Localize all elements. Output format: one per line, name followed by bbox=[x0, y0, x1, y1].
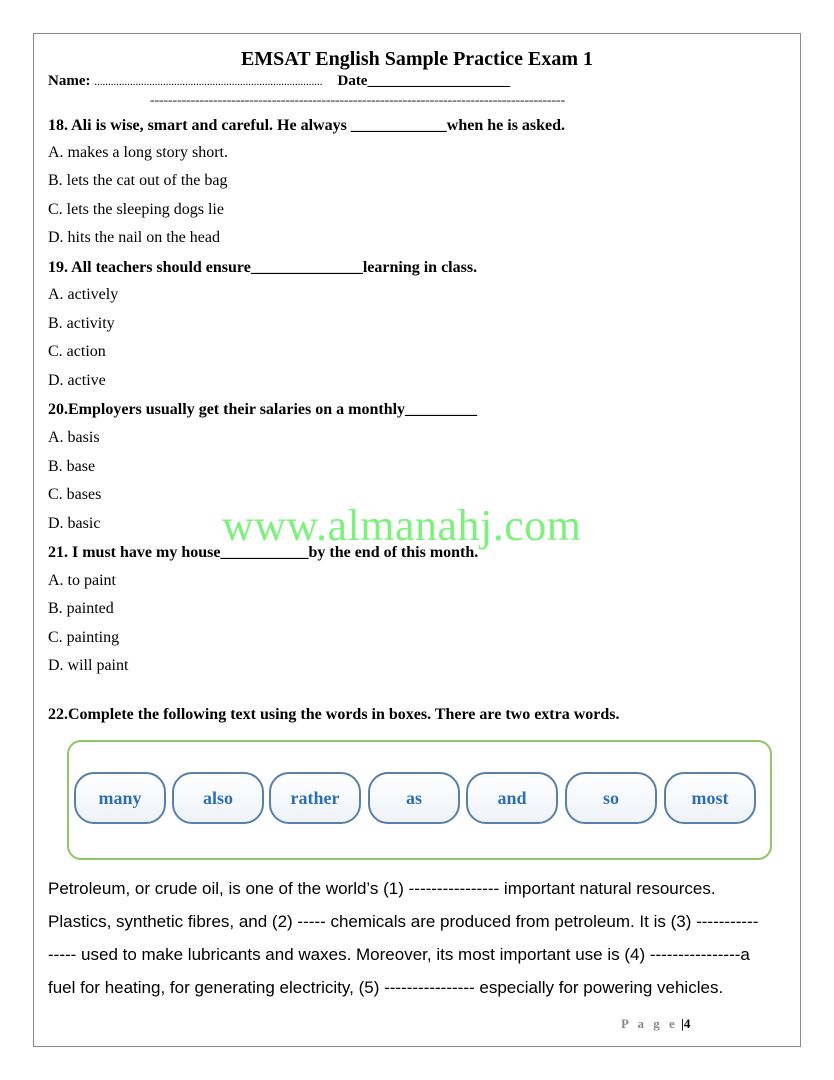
question-21-option-d: D. will paint bbox=[48, 657, 129, 674]
word-box-rather: rather bbox=[269, 772, 361, 824]
question-19-stem: 19. All teachers should ensure______________learning in class. bbox=[48, 259, 478, 276]
question-20-stem: 20.Employers usually get their salaries on a monthly_________ bbox=[48, 401, 478, 418]
separator-line: ============================================================================================ bbox=[150, 97, 566, 106]
question-20-option-b: B. base bbox=[48, 458, 96, 475]
date-label: Date___________________ bbox=[337, 73, 510, 89]
passage-line-4: fuel for heating, for generating electricity, (5) ---------------- especially for powering vehicles. bbox=[48, 978, 724, 997]
question-18-stem: 18. Ali is wise, smart and careful. He always ____________when he is asked. bbox=[48, 117, 566, 134]
passage-line-1: Petroleum, or crude oil, is one of the world’s (1) ---------------- important natural resources. bbox=[48, 879, 716, 898]
word-box-so: so bbox=[565, 772, 657, 824]
word-box-and: and bbox=[466, 772, 558, 824]
page-number: 4 bbox=[683, 1016, 691, 1031]
question-19-option-a: A. actively bbox=[48, 286, 119, 303]
question-18-option-d: D. hits the nail on the head bbox=[48, 229, 220, 246]
passage-line-3: ----- used to make lubricants and waxes. Moreover, its most important use is (4) ----------------a bbox=[48, 945, 750, 964]
question-21-option-a: A. to paint bbox=[48, 572, 116, 589]
question-22-stem: 22.Complete the following text using the words in boxes. There are two extra words. bbox=[48, 706, 620, 723]
question-20-option-a: A. basis bbox=[48, 429, 100, 446]
name-dots: ................................................................................... bbox=[94, 76, 323, 88]
question-19-option-d: D. active bbox=[48, 372, 106, 389]
page-title: EMSAT English Sample Practice Exam 1 bbox=[240, 48, 594, 70]
question-20-option-d: D. basic bbox=[48, 515, 101, 532]
question-18-option-b: B. lets the cat out of the bag bbox=[48, 172, 228, 189]
name-label: Name: bbox=[48, 73, 91, 89]
word-box-also: also bbox=[172, 772, 264, 824]
question-21-option-c: C. painting bbox=[48, 629, 120, 646]
word-box-as: as bbox=[368, 772, 460, 824]
question-18-option-c: C. lets the sleeping dogs lie bbox=[48, 201, 224, 218]
watermark-text: www.almanahj.com bbox=[222, 501, 582, 550]
question-19-option-b: B. activity bbox=[48, 315, 115, 332]
page-label: P a g e bbox=[621, 1016, 678, 1031]
page-footer bbox=[621, 1016, 690, 1032]
question-21-stem: 21. I must have my house___________by the end of this month. bbox=[48, 544, 479, 561]
question-18-option-a: A. makes a long story short. bbox=[48, 144, 228, 161]
question-20-option-c: C. bases bbox=[48, 486, 102, 503]
page-separator: | bbox=[681, 1016, 684, 1031]
name-date-line bbox=[48, 73, 510, 90]
word-box-most: most bbox=[664, 772, 756, 824]
word-box-many: many bbox=[74, 772, 166, 824]
question-21-option-b: B. painted bbox=[48, 600, 114, 617]
question-19-option-c: C. action bbox=[48, 343, 106, 360]
passage-line-2: Plastics, synthetic fibres, and (2) ----- chemicals are produced from petroleum. It is (3) ----------- bbox=[48, 912, 759, 931]
